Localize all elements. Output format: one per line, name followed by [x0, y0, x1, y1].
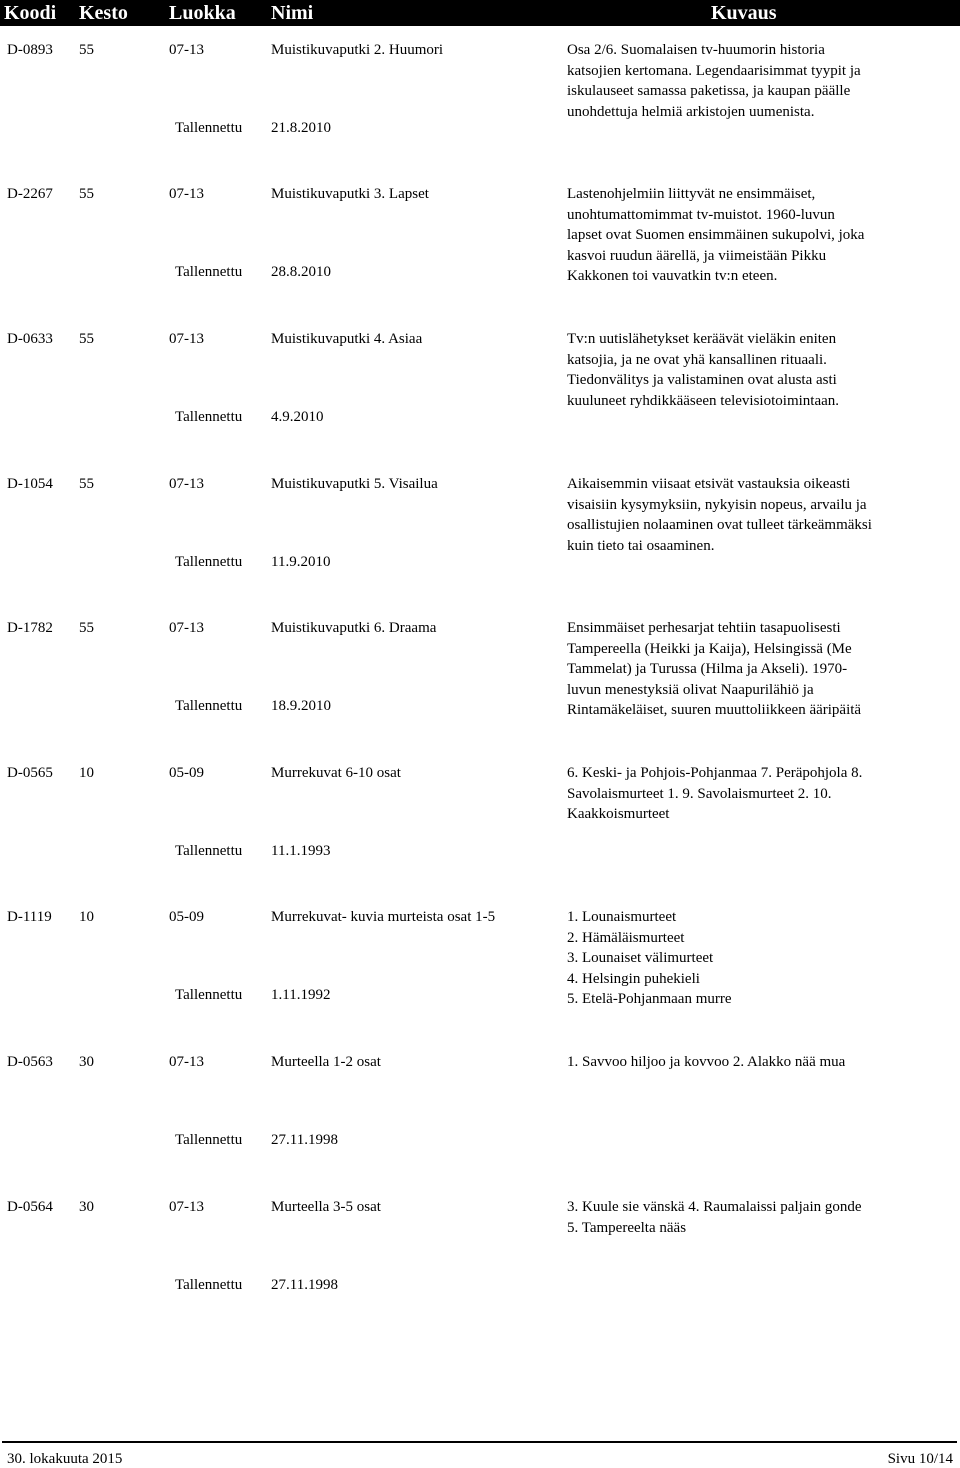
tallennettu-date: 27.11.1998: [271, 1132, 338, 1148]
record-code: D-0893: [7, 42, 53, 58]
description-line: kasvoi ruudun äärellä, ja viimeistään Pikku: [567, 247, 827, 264]
record-nimi: Muistikuvaputki 3. Lapset: [271, 186, 429, 202]
record-luokka: 07-13: [169, 42, 204, 58]
tallennettu-label: Tallennettu: [175, 554, 243, 570]
record-nimi: Muistikuvaputki 2. Huumori: [271, 42, 444, 58]
record-code: D-0565: [7, 765, 53, 781]
description-line: luvun menestyksiä olivat Naapurilähiö ja: [567, 681, 814, 698]
tallennettu-date: 11.1.1993: [271, 843, 331, 859]
record-description: [567, 1052, 947, 1073]
record-description: [567, 40, 947, 122]
record-description: [567, 329, 947, 411]
record-kesto: 55: [79, 42, 94, 58]
tallennettu-label: Tallennettu: [175, 987, 243, 1003]
description-line: 5. Tampereelta nääs: [567, 1219, 687, 1236]
record-nimi: Muistikuvaputki 6. Draama: [271, 620, 437, 636]
header-kuvaus: Kuvaus: [711, 2, 777, 24]
description-line: 3. Kuule sie vänskä 4. Raumalaissi paljain gonde: [567, 1199, 862, 1215]
record-description: [567, 1197, 947, 1238]
page-number: Sivu 10/14: [887, 1451, 953, 1467]
description-line: Tiedonvälitys ja valistaminen ovat alusta asti: [567, 372, 837, 388]
header-kesto: Kesto: [79, 2, 128, 24]
record-nimi: Murrekuvat- kuvia murteista osat 1-5: [271, 909, 496, 925]
tallennettu-label: Tallennettu: [175, 264, 243, 280]
description-line: Ensimmäiset perhesarjat tehtiin tasapuolisesti: [567, 620, 841, 636]
description-line: kuin tieto tai osaaminen.: [567, 537, 715, 554]
record-luokka: 05-09: [169, 765, 204, 781]
record-code: D-1054: [7, 476, 53, 492]
description-line: lapset ovat Suomen ensimmäinen sukupolvi, joka: [567, 227, 865, 243]
record-code: D-2267: [7, 186, 53, 202]
record-luokka: 07-13: [169, 331, 204, 347]
record-description: [567, 184, 947, 287]
tallennettu-label: Tallennettu: [175, 1277, 243, 1293]
header-koodi: Koodi: [4, 2, 57, 24]
footer-date: 30. lokakuuta 2015: [7, 1451, 123, 1467]
description-line: 5. Etelä-Pohjanmaan murre: [567, 991, 732, 1007]
description-line: 1. Lounaismurteet: [567, 909, 677, 925]
record-luokka: 07-13: [169, 1199, 204, 1215]
record-description: [567, 618, 947, 721]
record-code: D-1782: [7, 620, 53, 636]
record-luokka: 07-13: [169, 620, 204, 636]
description-line: 2. Hämäläismurteet: [567, 929, 685, 946]
record-kesto: 30: [79, 1199, 94, 1215]
record-luokka: 05-09: [169, 909, 204, 925]
record-nimi: Muistikuvaputki 4. Asiaa: [271, 331, 423, 347]
description-line: 3. Lounaiset välimurteet: [567, 950, 714, 966]
record-code: D-1119: [7, 909, 52, 925]
tallennettu-date: 1.11.1992: [271, 987, 331, 1003]
description-line: unohdettuja helmiä arkistojen uumenista.: [567, 103, 815, 120]
table-header: [0, 0, 960, 26]
description-line: Savolaismurteet 1. 9. Savolaismurteet 2. 10.: [567, 785, 832, 802]
tallennettu-date: 4.9.2010: [271, 409, 324, 425]
description-line: katsojien kertomana. Legendaarisimmat tyypit ja: [567, 62, 861, 79]
tallennettu-label: Tallennettu: [175, 120, 243, 136]
record-nimi: Murteella 3-5 osat: [271, 1199, 381, 1215]
description-line: 4. Helsingin puhekieli: [567, 970, 700, 987]
description-line: Kakkonen toi vauvatkin tv:n eteen.: [567, 268, 778, 284]
record-description: [567, 763, 947, 825]
description-line: kuuluneet ryhdikkääseen televisiotoimintaan.: [567, 392, 840, 409]
description-line: Rintamäkeläiset, suuren muuttoliikkeen ääripäitä: [567, 702, 862, 718]
description-line: katsojia, ja ne ovat yhä kansallinen rituaali.: [567, 351, 827, 368]
record-luokka: 07-13: [169, 186, 204, 202]
description-line: unohtumattomimmat tv-muistot. 1960-luvun: [567, 206, 835, 223]
record-code: D-0564: [7, 1199, 53, 1215]
record-code: D-0563: [7, 1054, 53, 1070]
record-kesto: 30: [79, 1054, 94, 1070]
tallennettu-date: 11.9.2010: [271, 554, 331, 570]
description-line: iskulauseet samassa paketissa, ja kaupan päälle: [567, 83, 851, 99]
record-nimi: Murteella 1-2 osat: [271, 1054, 381, 1070]
record-kesto: 10: [79, 765, 94, 781]
record-kesto: 55: [79, 186, 94, 202]
tallennettu-date: 27.11.1998: [271, 1277, 338, 1293]
header-luokka: Luokka: [169, 2, 236, 24]
tallennettu-date: 18.9.2010: [271, 698, 331, 714]
description-line: Tv:n uutislähetykset keräävät vieläkin eniten: [567, 331, 837, 347]
record-kesto: 55: [79, 476, 94, 492]
record-kesto: 10: [79, 909, 94, 925]
record-description: [567, 907, 947, 1010]
tallennettu-label: Tallennettu: [175, 409, 243, 425]
record-code: D-0633: [7, 331, 53, 347]
description-line: Lastenohjelmiin liittyvät ne ensimmäiset,: [567, 186, 816, 202]
header-nimi: Nimi: [271, 2, 314, 24]
tallennettu-label: Tallennettu: [175, 843, 243, 859]
description-line: Kaakkoismurteet: [567, 806, 670, 822]
record-nimi: Murrekuvat 6-10 osat: [271, 765, 401, 781]
tallennettu-date: 28.8.2010: [271, 264, 331, 280]
description-line: Osa 2/6. Suomalaisen tv-huumorin historia: [567, 42, 825, 58]
tallennettu-label: Tallennettu: [175, 698, 243, 714]
record-luokka: 07-13: [169, 1054, 204, 1070]
record-kesto: 55: [79, 331, 94, 347]
footer-divider: [2, 1441, 957, 1443]
description-line: visaisiin kysymyksiin, nykyisin nopeus, arvailu ja: [567, 496, 867, 513]
description-line: 6. Keski- ja Pohjois-Pohjanmaa 7. Peräpohjola 8.: [567, 765, 863, 781]
record-luokka: 07-13: [169, 476, 204, 492]
description-line: 1. Savvoo hiljoo ja kovvoo 2. Alakko nää mua: [567, 1054, 846, 1070]
description-line: Tammelat) ja Turussa (Hilma ja Akseli). 1970-: [567, 661, 848, 677]
record-kesto: 55: [79, 620, 94, 636]
description-line: osallistujien nolaaminen ovat tulleet tärkeämmäksi: [567, 517, 872, 533]
tallennettu-date: 21.8.2010: [271, 120, 331, 136]
tallennettu-label: Tallennettu: [175, 1132, 243, 1148]
record-nimi: Muistikuvaputki 5. Visailua: [271, 476, 438, 492]
description-line: Tampereella (Heikki ja Kaija), Helsingissä (Me: [567, 640, 852, 657]
record-description: [567, 474, 947, 556]
description-line: Aikaisemmin viisaat etsivät vastauksia oikeasti: [567, 476, 851, 492]
